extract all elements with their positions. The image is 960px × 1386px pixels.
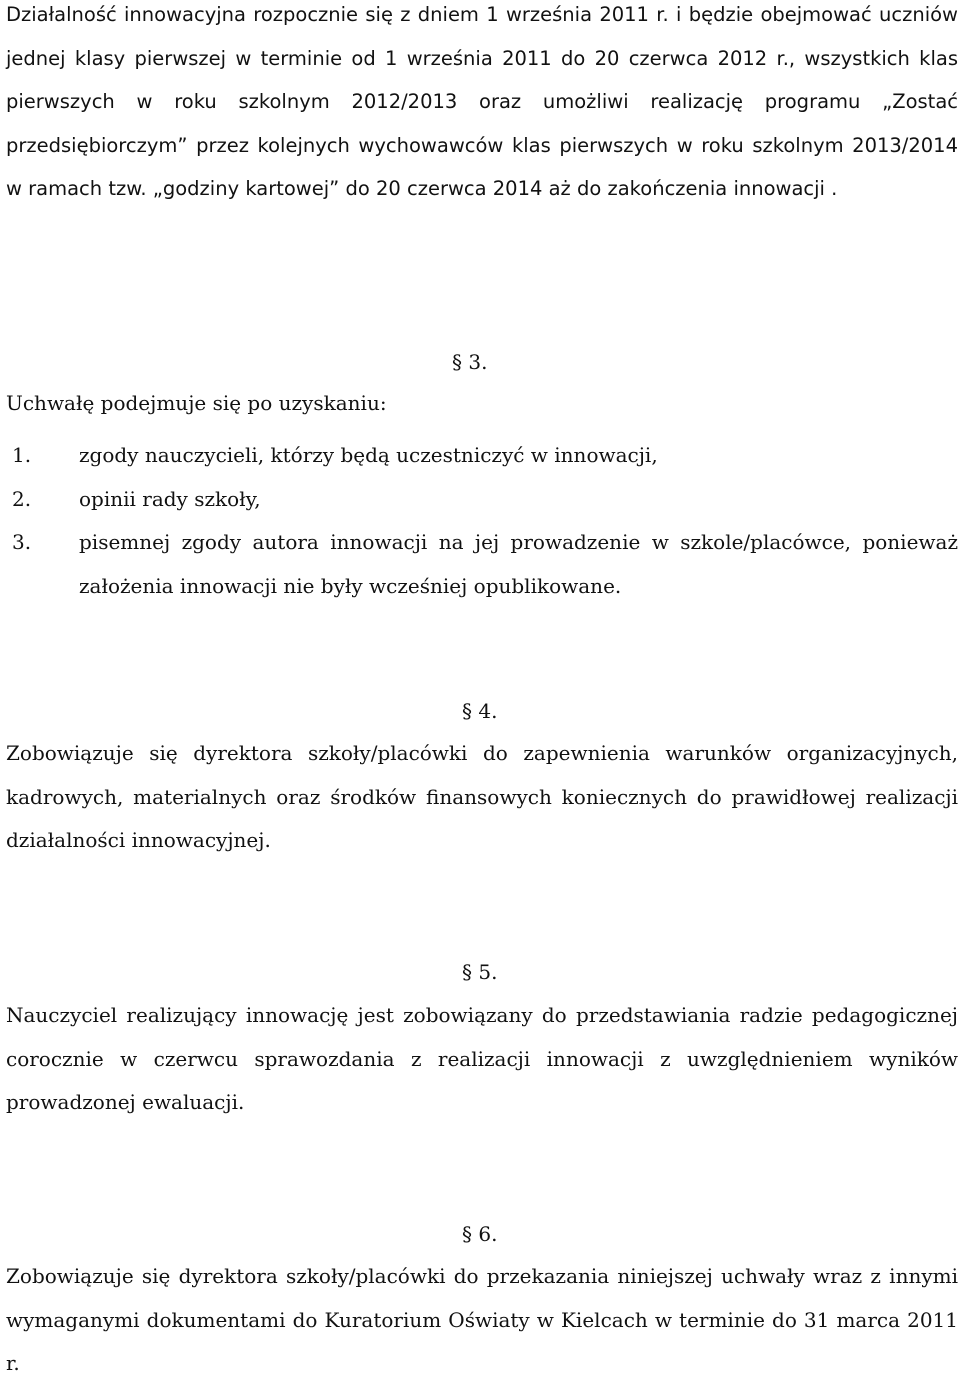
list-item: [6, 478, 958, 522]
section-6-text: Zobowiązuje się dyrektora szkoły/placówki do przekazania niniejszej uchwały wraz z innymi wymaganymi dokumentami do Kuratorium Oświaty w Kielcach w terminie do 31 marca 2011 r.: [6, 1264, 958, 1375]
section-3-intro: Uchwałę podejmuje się po uzyskaniu:: [6, 391, 387, 415]
list-item-number: 3.: [12, 530, 32, 554]
list-item: [6, 521, 958, 608]
list-item: [6, 434, 958, 478]
section-4-heading: § 4.: [462, 699, 498, 723]
section-5-heading: § 5.: [462, 960, 498, 984]
section-5-text: Nauczyciel realizujący innowację jest zobowiązany do przedstawiania radzie pedagogicznej corocznie w czerwcu sprawozdania z realizacji innowacji z uwzględnieniem wyników prowadzonej ewaluacji.: [6, 1003, 958, 1114]
list-item-text: zgody nauczycieli, którzy będą uczestniczyć w innowacji,: [79, 443, 658, 467]
section-4-text: Zobowiązuje się dyrektora szkoły/placówki do zapewnienia warunków organizacyjnych, kadrowych, materialnych oraz środków finansowych koniecznych do prawidłowej realizacji działalności innowacyjnej.: [6, 741, 958, 852]
list-item-text: pisemnej zgody autora innowacji na jej prowadzenie w szkole/placówce, ponieważ założenia innowacji nie były wcześniej opublikowane.: [79, 530, 958, 598]
continuation-paragraph: Działalność innowacyjna rozpocznie się z dniem 1 września 2011 r. i będzie obejmować uczniów jednej klasy pierwszej w terminie od 1 września 2011 do 20 czerwca 2012 r., wszystkich klas pierwszych w roku szkolnym 2012/2013 oraz umożliwi realizację programu „Zostać przedsiębiorczym” przez kolejnych wychowawców klas pierwszych w roku szkolnym 2013/2014 w ramach tzw. „godziny kartowej” do 20 czerwca 2014 aż do zakończenia innowacji .: [6, 3, 958, 200]
section-6-heading: § 6.: [462, 1222, 498, 1246]
list-item-text: opinii rady szkoły,: [79, 486, 261, 511]
list-item-number: 1.: [12, 443, 32, 467]
list-item-number: 2.: [12, 486, 32, 511]
section-3-list: [6, 434, 958, 608]
section-3-heading: § 3.: [452, 350, 488, 374]
